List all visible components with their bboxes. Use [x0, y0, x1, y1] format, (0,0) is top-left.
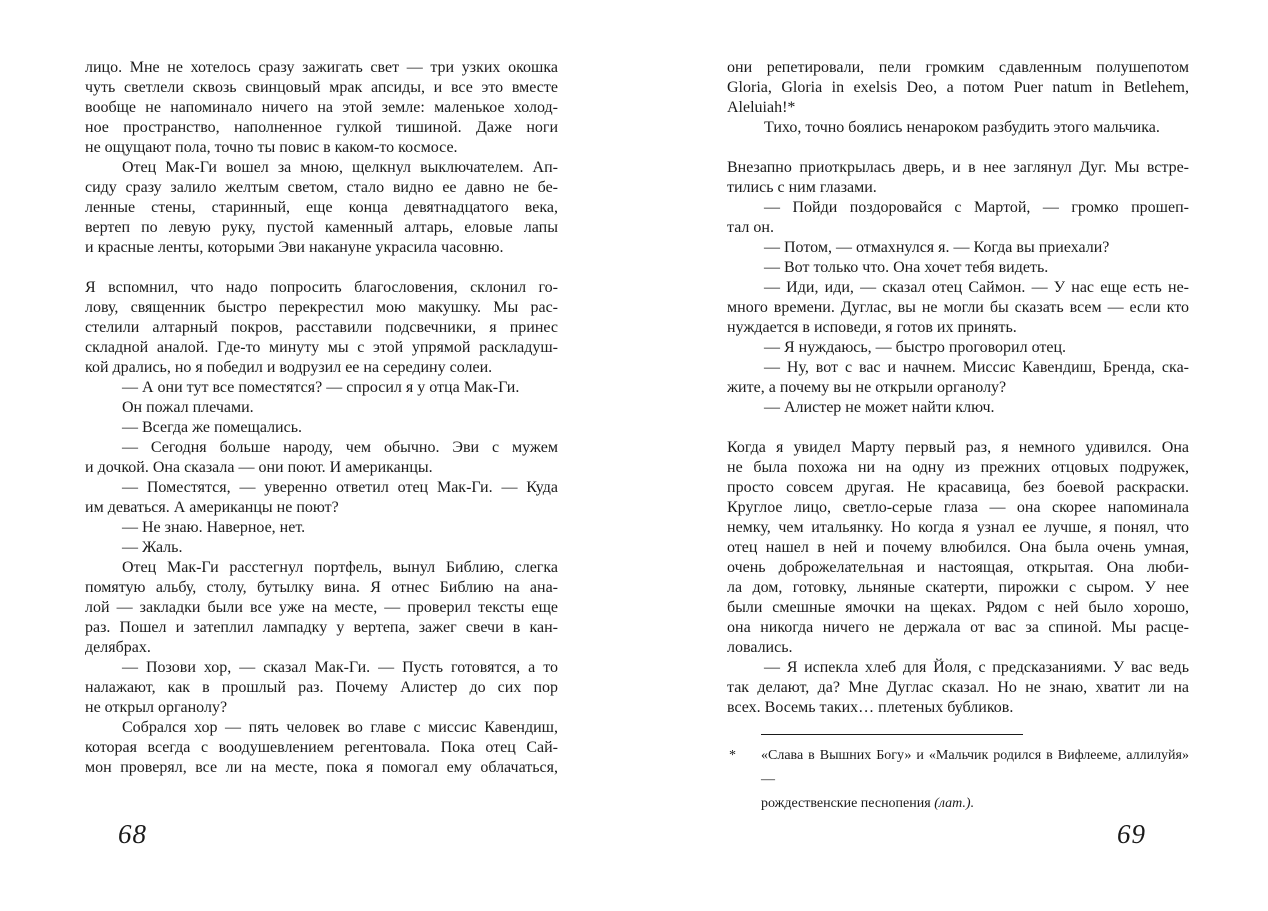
text-line: — Алистер не может найти ключ.: [764, 399, 995, 416]
text-line: отец нашел в ней и почему влюбился. Она была очень умная,: [727, 539, 1189, 556]
text-line: она никогда ничего не держала от вас за спиной. Мы расце-: [727, 619, 1189, 636]
text-line: Внезапно приоткрылась дверь, и в нее заглянул Дуг. Мы встре-: [727, 159, 1189, 176]
text-line: Круглое лицо, светло-серые глаза — она скорее напоминала: [727, 499, 1189, 516]
footnote-body: [727, 744, 1189, 816]
text-line: — Я нуждаюсь, — быстро проговорил отец.: [764, 339, 1067, 356]
text-line: помятую альбу, столу, бутылку вина. Я отнес Библию на ана-: [85, 579, 558, 596]
text-line: — Поместятся, — уверенно ответил отец Мак-Ги. — Куда: [122, 479, 558, 496]
text-line: ла дом, готовку, льняные скатерти, пирожки с сыром. У нее: [727, 579, 1189, 596]
text-line: — Не знаю. Наверное, нет.: [122, 519, 306, 536]
paragraph: [727, 438, 1189, 658]
paragraph: [85, 398, 558, 418]
text-line: тились с ним глазами.: [727, 179, 877, 196]
text-line: чуть светлели сквозь свинцовый мрак апсиды, и все это вместе: [85, 79, 558, 96]
footnote-line: «Слава в Вышних Богу» и «Мальчик родился в Вифлееме, аллилуйя» —: [761, 748, 1189, 787]
text-line: — Вот только что. Она хочет тебя видеть.: [764, 259, 1049, 276]
text-line: много времени. Дуглас, вы не могли бы сказать всем — если кто: [727, 299, 1189, 316]
paragraph: [727, 278, 1189, 338]
text-line: — Пойди поздоровайся с Мартой, — громко прошеп-: [764, 199, 1189, 216]
text-line: лой — закладки были все уже на месте, — проверил тексты еще: [85, 599, 558, 616]
text-line: лицо. Мне не хотелось сразу зажигать свет — три узких окошка: [85, 59, 558, 76]
paragraph: [85, 478, 558, 518]
footnote-marker: *: [729, 748, 736, 763]
paragraph: [727, 338, 1189, 358]
text-line: жите, а почему вы не открыли органолу?: [727, 379, 1007, 396]
paragraph: [85, 378, 558, 398]
text-line: были смешные ямочки на щеках. Рядом с ней было хорошо,: [727, 599, 1189, 616]
text-line: сиду сразу залило желтым светом, стало видно ее давно не бе-: [85, 179, 558, 196]
paragraph: [727, 158, 1189, 198]
paragraph: [85, 518, 558, 538]
paragraph: [85, 158, 558, 258]
left-page-text-block: [85, 58, 558, 778]
text-line: складной аналой. Где-то минуту мы с этой упрямой раскладуш-: [85, 339, 558, 356]
text-line: Собрался хор — пять человек во главе с миссис Кавендиш,: [122, 719, 558, 736]
paragraph: [85, 538, 558, 558]
text-line: Отец Мак-Ги расстегнул портфель, вынул Библию, слегка: [122, 559, 558, 576]
text-line: не ощущают пола, точно ты повис в каком-то космосе.: [85, 139, 458, 156]
text-line: Когда я увидел Марту первый раз, я немного удивился. Она: [727, 439, 1189, 456]
right-page-number: 69: [1117, 819, 1146, 849]
text-line: Gloria, Gloria in exelsis Deo, а потом Puer natum in Betlehem,: [727, 79, 1189, 96]
text-line: раз. Пошел и затеплил лампадку у вертепа, зажег свечи в кан-: [85, 619, 558, 636]
text-line: делябрах.: [85, 639, 151, 656]
paragraph: [85, 58, 558, 158]
footnote-text-regular: рождественские песнопения: [761, 796, 935, 811]
footnote-separator-rule: [761, 734, 1023, 735]
paragraph: [85, 418, 558, 438]
text-line: вертеп по левую руку, пустой каменный алтарь, еловые лапы: [85, 219, 558, 236]
text-line: ленные стены, старинный, еще конца девятнадцатого века,: [85, 199, 558, 216]
text-line: немку, чем итальянку. Но когда я узнал ее лучше, я понял, что: [727, 519, 1189, 536]
paragraph: [85, 558, 558, 658]
text-line: не открыл органолу?: [85, 699, 228, 716]
text-line: всех. Восемь таких… плетеных бубликов.: [727, 699, 1014, 716]
footnote-text-italic: (лат.).: [934, 796, 975, 811]
paragraph: [727, 258, 1189, 278]
text-line: Aleluiah!*: [727, 99, 796, 116]
text-line: нуждается в исповеди, я готов их принять.: [727, 319, 1017, 336]
paragraph: [85, 658, 558, 718]
paragraph: [727, 58, 1189, 118]
paragraph: [727, 398, 1189, 418]
text-line: — Сегодня больше народу, чем обычно. Эви с мужем: [122, 439, 558, 456]
text-line: тал он.: [727, 219, 774, 236]
right-page-text-block: [727, 58, 1189, 718]
text-line: — Всегда же помещались.: [122, 419, 303, 436]
paragraph: [727, 238, 1189, 258]
text-line: — А они тут все поместятся? — спросил я у отца Мак-Ги.: [122, 379, 520, 396]
paragraph: [85, 278, 558, 378]
paragraph: [85, 438, 558, 478]
text-line: так делают, да? Мне Дуглас сказал. Но не знаю, хватит ли на: [727, 679, 1189, 696]
paragraph: [727, 658, 1189, 718]
footnote: [727, 734, 1189, 816]
text-line: — Жаль.: [122, 539, 183, 556]
text-line: просто совсем другая. Не красавица, без боевой раскраски.: [727, 479, 1189, 496]
text-line: стелили алтарный покров, расставили подсвечники, я принес: [85, 319, 558, 336]
text-line: — Ну, вот с вас и начнем. Миссис Кавендиш, Бренда, ска-: [764, 359, 1189, 376]
paragraph: [727, 198, 1189, 238]
paragraph: [727, 118, 1189, 138]
text-line: мон проверял, все ли на месте, пока я помогал ему облачаться,: [85, 759, 558, 776]
text-line: — Я испекла хлеб для Йоля, с предсказаниями. У вас ведь: [764, 659, 1189, 676]
text-line: — Позови хор, — сказал Мак-Ги. — Пусть готовятся, а то: [122, 659, 558, 676]
text-line: Я вспомнил, что надо попросить благословения, склонил го-: [85, 279, 558, 296]
text-line: не была похожа ни на одну из прежних отцовых подружек,: [727, 459, 1189, 476]
text-line: Он пожал плечами.: [122, 399, 254, 416]
text-line: лову, священник быстро перекрестил мою макушку. Мы рас-: [85, 299, 558, 316]
text-line: налажают, как в прошлый раз. Почему Алистер до сих пор: [85, 679, 558, 696]
text-line: очень доброжелательная и настоящая, открытая. Она люби-: [727, 559, 1189, 576]
left-page-number: 68: [118, 819, 147, 849]
text-line: им деваться. А американцы не поют?: [85, 499, 339, 516]
text-line: вообще не напоминало ничего на этой земле: маленькое холод-: [85, 99, 558, 116]
paragraph: [85, 718, 558, 778]
text-line: и красные ленты, которыми Эви накануне украсила часовню.: [85, 239, 504, 256]
text-line: ловались.: [727, 639, 793, 656]
text-line: Тихо, точно боялись ненароком разбудить этого мальчика.: [764, 119, 1160, 136]
text-line: которая всегда с воодушевлением регентовала. Пока отец Сай-: [85, 739, 558, 756]
text-line: Отец Мак-Ги вошел за мною, щелкнул выключателем. Ап-: [122, 159, 558, 176]
text-line: — Потом, — отмахнулся я. — Когда вы приехали?: [764, 239, 1110, 256]
text-line: и дочкой. Она сказала — они поют. И американцы.: [85, 459, 433, 476]
text-line: они репетировали, пели громким сдавленным полушепотом: [727, 59, 1189, 76]
footnote-line: [761, 792, 1189, 816]
paragraph: [727, 358, 1189, 398]
text-line: кой дрались, но я победил и водрузил ее на середину солеи.: [85, 359, 493, 376]
text-line: — Иди, иди, — сказал отец Саймон. — У нас еще есть не-: [764, 279, 1189, 296]
text-line: ное пространство, наполненное гулкой тишиной. Даже ноги: [85, 119, 558, 136]
